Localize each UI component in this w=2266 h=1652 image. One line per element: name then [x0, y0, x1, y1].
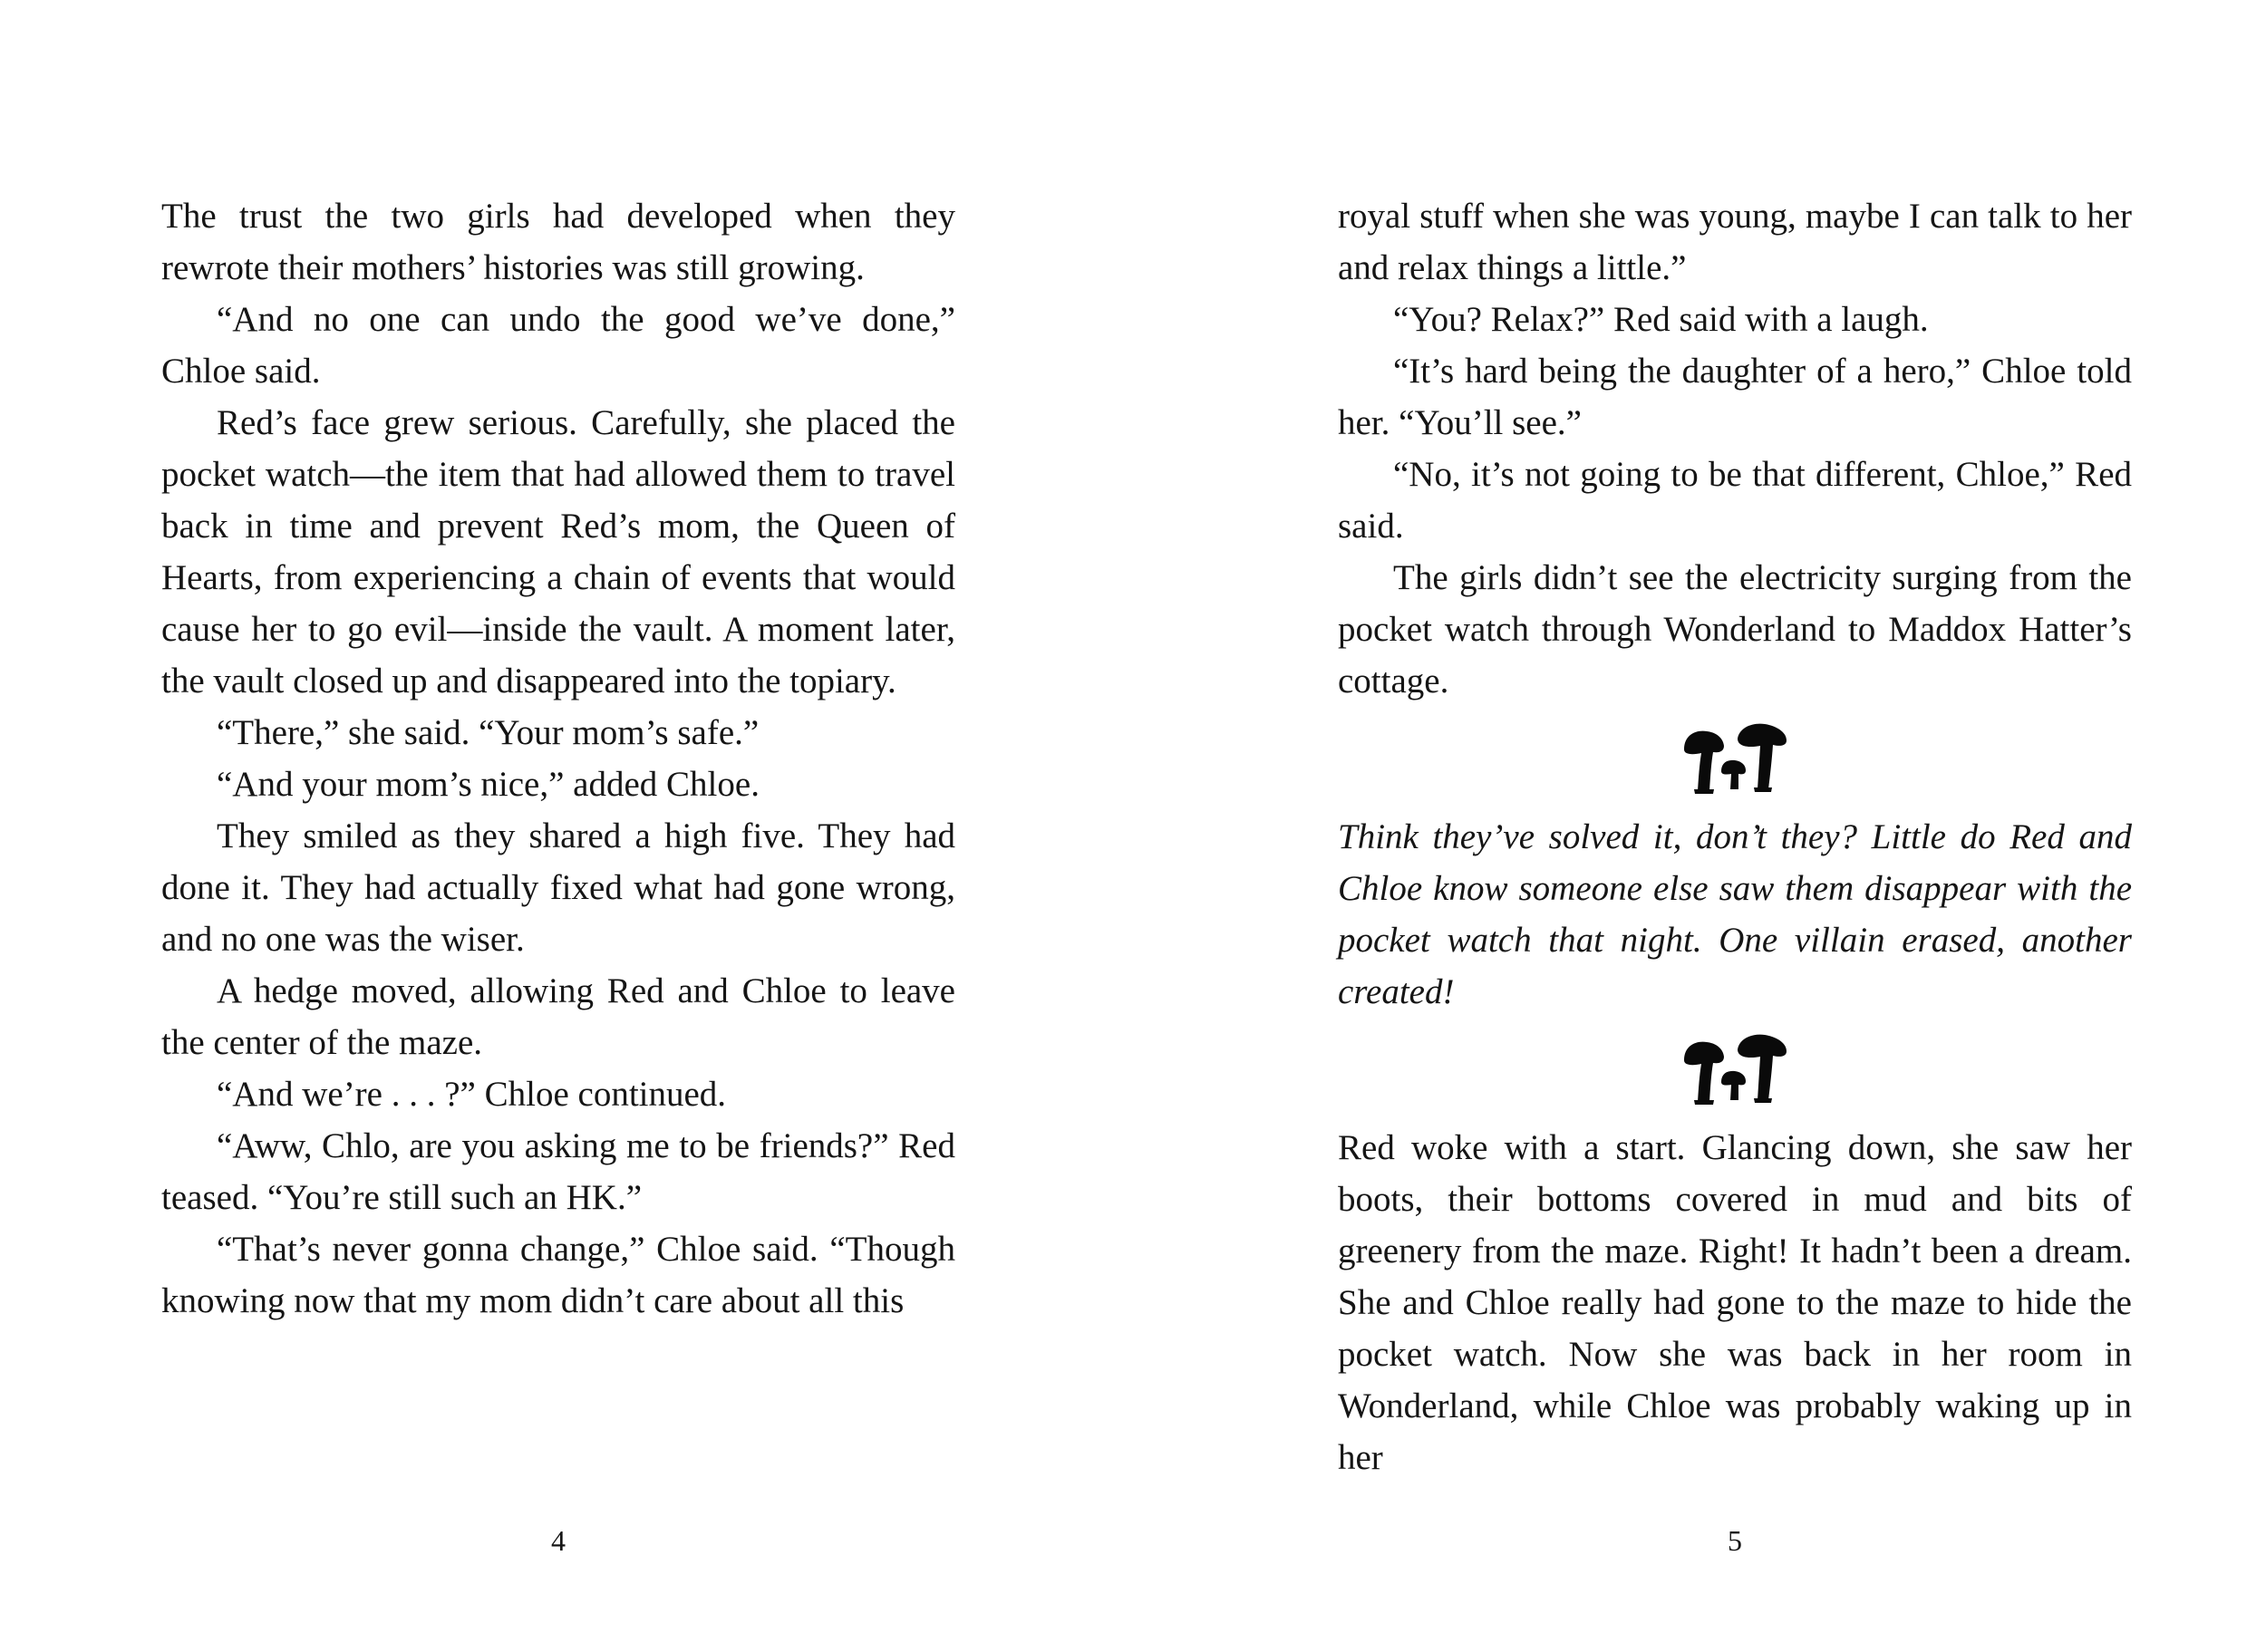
section-break-ornament	[1338, 707, 2132, 811]
paragraph: The girls didn’t see the electricity surging from the pocket watch through Wonderland to Maddox Hatter’s cottage.	[1338, 558, 2132, 700]
paragraph: A hedge moved, allowing Red and Chloe to leave the center of the maze.	[161, 971, 955, 1062]
paragraph: “You? Relax?” Red said with a laugh.	[1393, 300, 1929, 339]
paragraph: The trust the two girls had developed when they rewrote their mothers’ histories was still growing.	[161, 197, 955, 287]
page-number: 4	[551, 1524, 566, 1557]
paragraph: “And no one can undo the good we’ve done,” Chloe said.	[161, 300, 955, 391]
right-page	[1338, 190, 2132, 1483]
section-break-ornament	[1338, 1018, 2132, 1122]
paragraph: royal stuff when she was young, maybe I can talk to her and relax things a little.”	[1338, 197, 2132, 287]
paragraph: They smiled as they shared a high five. They had done it. They had actually fixed what had gone wrong, and no one was the wiser.	[161, 816, 955, 959]
paragraph: “No, it’s not going to be that different, Chloe,” Red said.	[1338, 455, 2132, 546]
paragraph: “Aww, Chlo, are you asking me to be friends?” Red teased. “You’re still such an HK.”	[161, 1126, 955, 1217]
paragraph: “And your mom’s nice,” added Chloe.	[217, 765, 760, 804]
paragraph: “There,” she said. “Your mom’s safe.”	[217, 713, 760, 752]
paragraph: “It’s hard being the daughter of a hero,” Chloe told her. “You’ll see.”	[1338, 352, 2132, 442]
mushroom-trio-icon	[1681, 1033, 1788, 1107]
paragraph: Red woke with a start. Glancing down, she saw her boots, their bottoms covered in mud and bits of greenery from the maze. Right! It hadn’t been a dream. She and Chloe really had gone to the maze to hide the pocket watch. Now she was back in her room in Wonderland, while Chloe was probably waking up in her	[1338, 1128, 2132, 1477]
italic-interlude: Think they’ve solved it, don’t they? Little do Red and Chloe know someone else saw them disappear with the pocket watch that night. One villain erased, another created!	[1338, 817, 2132, 1011]
left-page	[161, 190, 955, 1327]
paragraph: Red’s face grew serious. Carefully, she placed the pocket watch—the item that had allowed them to travel back in time and prevent Red’s mom, the Queen of Hearts, from experiencing a chain of events that would cause her to go evil—inside the vault. A moment later, the vault closed up and disappeared into the topiary.	[161, 403, 955, 700]
page-number: 5	[1728, 1524, 1742, 1557]
paragraph: “That’s never gonna change,” Chloe said. “Though knowing now that my mom didn’t care about all this	[161, 1230, 955, 1320]
mushroom-trio-icon	[1681, 722, 1788, 797]
paragraph: “And we’re . . . ?” Chloe continued.	[217, 1075, 727, 1114]
